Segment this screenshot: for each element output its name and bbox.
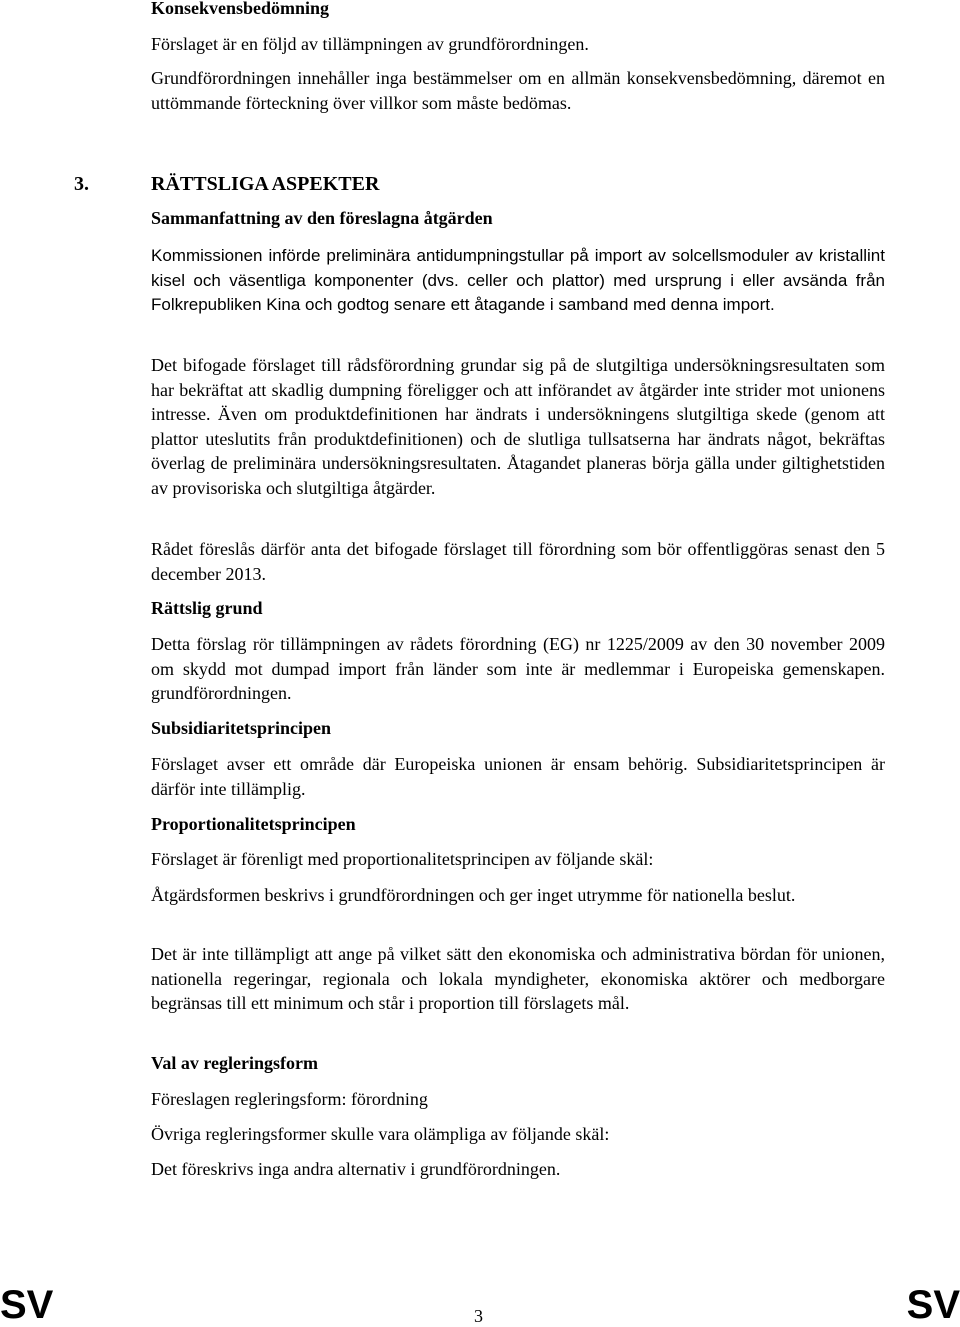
impact-heading: Konsekvensbedömning [151,0,330,18]
proportionality-p3-block [151,942,885,1016]
section-title-text: RÄTTSLIGA ASPEKTER [151,173,380,195]
section-3-title [74,173,380,196]
subsidiarity-p1-block [151,752,885,801]
regulatory-form-paragraph-3: Det föreskrivs inga andra alternativ i grundförordningen. [151,1159,561,1179]
regulatory-form-heading: Val av regleringsform [151,1053,318,1073]
summary-heading: Sammanfattning av den föreslagna åtgärden [151,208,493,228]
footer-language-right: SV [906,1283,960,1327]
proportionality-heading: Proportionalitetsprincipen [151,814,356,834]
legal-basis-p1-block [151,632,885,706]
proportionality-p2-block [151,883,885,908]
summary-p3-block [151,537,885,586]
legal-basis-paragraph: Detta förslag rör tillämpningen av rådets förordning (EG) nr 1225/2009 av den 30 november 2009 om skydd mot dumpad import från länder som inte är medlemmar i Europeiska gemenskapen. grundförordningen. [151,634,885,704]
footer-language-left: SV [0,1283,54,1327]
impact-paragraph-2: Grundförordningen innehåller inga bestämmelser om en allmän konsekvensbedömning, däremot en uttömmande förteckning över villkor som måste bedömas. [151,68,885,113]
summary-p1-block [151,244,885,318]
impact-paragraph-1: Förslaget är en följd av tillämpningen av grundförordningen. [151,34,589,54]
proportionality-paragraph-2: Åtgärdsformen beskrivs i grundförordningen och ger inget utrymme för nationella beslut. [151,885,796,905]
section-number: 3. [74,173,89,195]
regulatory-form-section [151,1051,885,1075]
proportionality-section [151,812,885,836]
regulatory-form-p1-block [151,1087,885,1112]
legal-basis-heading: Rättslig grund [151,598,263,618]
summary-paragraph-2: Det bifogade förslaget till rådsförordning grundar sig på de slutgiltiga undersökningsresultaten som har bekräftat att skadlig dumpning föreligger och att införandet av åtgärder inte strider mot unionens intresse. Även om produktdefinitionen har ändrats i undersökningens slutgiltiga skede (genom att plattor uteslutits från produktdefinitionen) och de slutliga tullsatserna har ändrats något, bekräftas överlag de preliminära undersökningsresultaten. Åtagandet planeras börja gälla under giltighetstiden av provisoriska och slutgiltiga åtgärder. [151,355,885,498]
proportionality-paragraph-3: Det är inte tillämpligt att ange på vilket sätt den ekonomiska och administrativa bördan för unionen, nationella regeringar, regionala och lokala myndigheter, ekonomiska aktörer och medborgare begränsas till ett minimum och står i proportion till förslagets mål. [151,944,885,1014]
footer-page-number: 3 [474,1306,483,1326]
regulatory-form-p3-block [151,1157,885,1182]
subsidiarity-section [151,716,885,740]
proportionality-p1-block [151,847,885,872]
proportionality-paragraph-1: Förslaget är förenligt med proportionalitetsprincipen av följande skäl: [151,849,654,869]
impact-p2-block [151,66,885,115]
summary-paragraph-3: Rådet föreslås därför anta det bifogade förslaget till förordning som bör offentliggöras senast den 5 december 2013. [151,539,885,584]
impact-p1-block [151,32,885,57]
summary-section [151,206,885,230]
impact-section [151,0,885,20]
summary-p2-block [151,353,885,501]
subsidiarity-heading: Subsidiaritetsprincipen [151,718,332,738]
regulatory-form-p2-block [151,1122,885,1147]
regulatory-form-paragraph-2: Övriga regleringsformer skulle vara olämpliga av följande skäl: [151,1124,610,1144]
regulatory-form-paragraph-1: Föreslagen regleringsform: förordning [151,1089,428,1109]
legal-basis-section [151,596,885,620]
summary-paragraph-1: Kommissionen införde preliminära antidumpningstullar på import av solcellsmoduler av kristallint kisel och väsentliga komponenter (dvs. celler och plattor) med ursprung i eller avsända från Folkrepubliken Kina och godtog senare ett åtagande i samband med denna import. [151,246,885,315]
subsidiarity-paragraph: Förslaget avser ett område där Europeiska unionen är ensam behörig. Subsidiaritetsprincipen är därför inte tillämplig. [151,754,885,799]
